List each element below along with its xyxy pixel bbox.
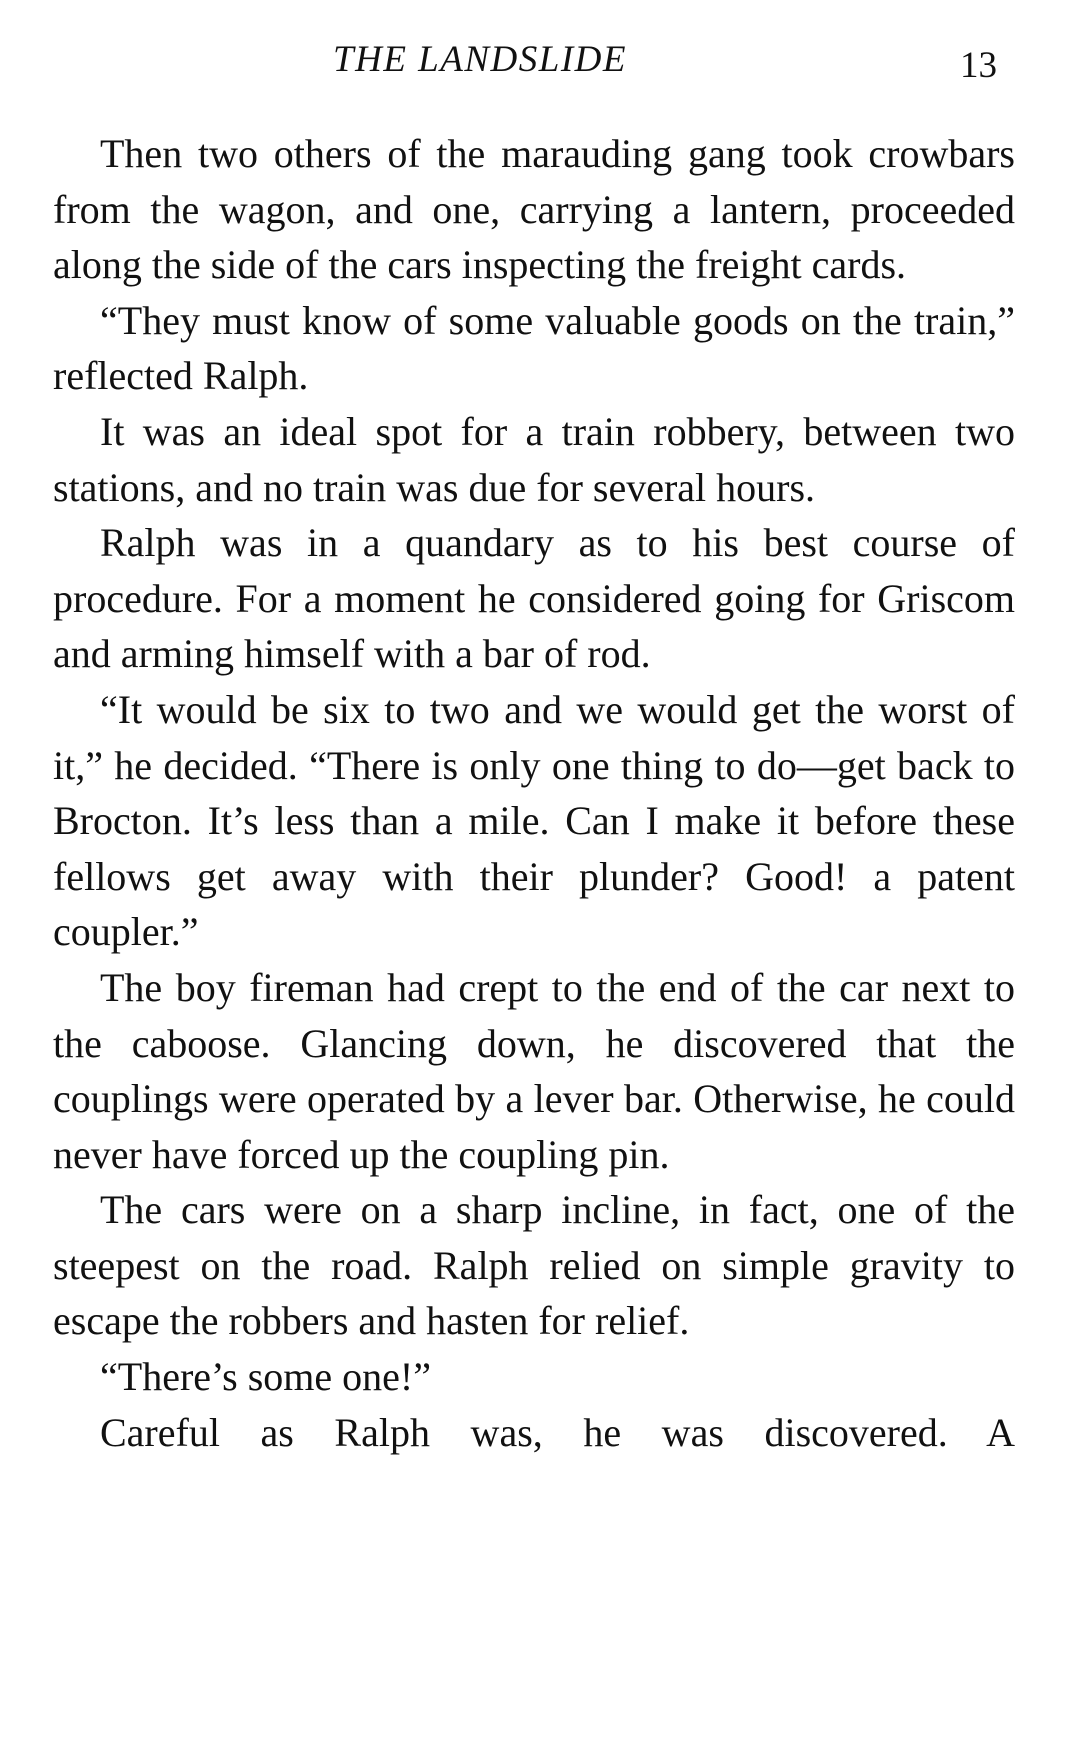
paragraph: The cars were on a sharp incline, in fact, one of the steepest on the road. Ralph relied on simple gravity to escape the robbers and hasten for relief. xyxy=(53,1187,1015,1344)
paragraph: “It would be six to two and we would get the worst of it,” he decided. “There is only one thing to do—get back to Brocton. It’s less than a mile. Can I make it before these fellows get away with their plunder? Good! a patent coupler.” xyxy=(53,686,1015,955)
running-head xyxy=(0,38,1087,88)
paragraph: Then two others of the marauding gang took crowbars from the wagon, and one, carrying a lantern, proceeded along the side of the cars inspecting the freight cards. xyxy=(53,131,1015,288)
running-title: THE LANDSLIDE xyxy=(333,39,627,80)
paragraph: “They must know of some valuable goods on the train,” reflected Ralph. xyxy=(53,297,1015,399)
paragraph: It was an ideal spot for a train robbery, between two stations, and no train was due for several hours. xyxy=(53,408,1015,510)
paragraph: “There’s some one!” xyxy=(100,1354,431,1400)
paragraph: Ralph was in a quandary as to his best course of procedure. For a moment he considered going for Griscom and arming himself with a bar of rod. xyxy=(53,520,1015,677)
body-text xyxy=(53,126,1015,1460)
paragraph: Careful as Ralph was, he was discovered. A xyxy=(100,1409,1015,1455)
page-number: 13 xyxy=(960,45,997,86)
paragraph: The boy fireman had crept to the end of the car next to the caboose. Glancing down, he discovered that the couplings were operated by a lever bar. Otherwise, he could never have forced up the coupling pin. xyxy=(53,964,1015,1177)
